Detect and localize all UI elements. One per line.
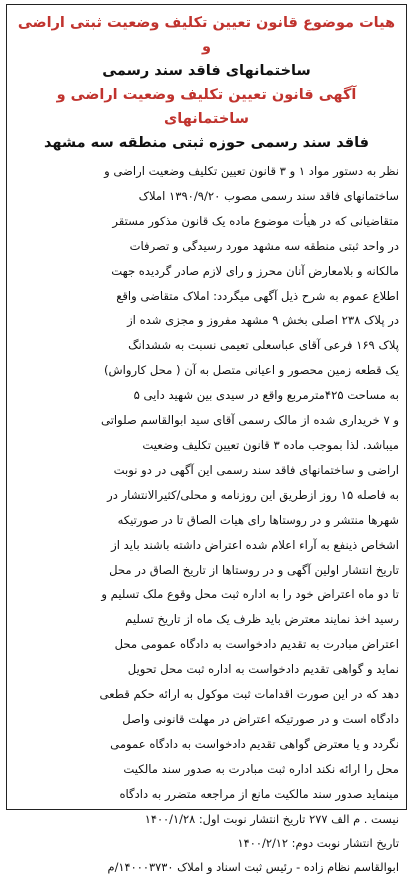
body-line: رسید اخذ نمایند معترض باید ظرف یک ماه از تاریخ تسلیم	[125, 612, 399, 627]
body-line: مالکانه و بلامعارض آنان محرز و رای لازم صادر گردیده جهت	[111, 263, 399, 278]
body-line: اطلاع عموم به شرح ذیل آگهی میگردد: املاک متقاضی واقع	[116, 288, 399, 303]
body-line: متقاضیانی که در هیأت موضوع ماده یک قانون مذکور مستقر	[112, 213, 399, 228]
body-line: نماید و گواهی تقدیم دادخواست به اداره ثبت محل تحویل	[127, 662, 399, 677]
body-line: تا دو ماه اعتراض خود را به اداره ثبت محل وقوع ملک تسلیم و	[101, 587, 399, 602]
heading-line-1: هیات موضوع قانون تعیین تکلیف وضعیت ثبتی اراضی و	[17, 15, 396, 55]
heading-line-2: ساختمانهای فاقد سند رسمی	[102, 63, 311, 79]
body-line: نگردد و یا معترض گواهی تقدیم دادخواست به دادگاه عمومی	[110, 736, 399, 751]
body-line: ساختمانهای فاقد سند رسمی مصوب ۱۳۹۰/۹/۲۰ املاک	[138, 188, 399, 203]
body-line: پلاک ۱۶۹ فرعی آقای عباسعلی تعیمی نسبت به ششدانگ	[128, 338, 399, 353]
body-line: میباشد. لذا بموجب ماده ۳ قانون تعیین تکلیف وضعیت	[142, 437, 399, 452]
body-line: شهرها منتشر و در روستاها رای هیات الصاق تا در صورتیکه	[117, 512, 399, 527]
body-line: دادگاه است و در صورتیکه اعتراض در مهلت قانونی واصل	[122, 711, 399, 726]
body-line: اشخاص ذینفع به آراء اعلام شده اعتراض داشته باشند باید از	[111, 537, 399, 552]
body-line: به مساحت ۴۲۵مترمربع واقع در سیدی بین شهید دایی ۵	[133, 388, 399, 403]
publication-dates: نیست . م الف ۲۷۷ تاریخ انتشار نوبت اول: ۱۴۰۰/۱/۲۸	[144, 811, 399, 826]
body-line: و ۷ خریداری شده از مالک رسمی آقای سید ابوالقاسم صلواتی	[101, 413, 399, 428]
body-line: دهد که در این صورت اقدامات ثبت موکول به ارائه حکم قطعی	[99, 687, 399, 702]
body-line: اعتراض مبادرت به تقدیم دادخواست به دادگاه عمومی محل	[114, 637, 399, 652]
body-line: یک قطعه زمین محصور و اعیانی متصل به آن ( محل کارواش)	[104, 363, 399, 378]
body-line: در واحد ثبتی منطقه سه مشهد مورد رسیدگی و تصرفات	[129, 238, 399, 253]
notice-footer	[14, 807, 399, 879]
notice-body	[14, 159, 399, 807]
body-line: تاریخ انتشار اولین آگهی و در روستاها از تاریخ الصاق در محل	[109, 562, 399, 577]
heading-line-3: آگهی قانون تعیین تکلیف وضعیت اراضی و ساختمانهای	[56, 87, 357, 127]
signature-line: ابوالقاسم نظام زاده - رئیس ثبت اسناد و املاک ۱۴۰۰۰۳۷۳۰/م	[107, 859, 399, 874]
body-line: اراضی و ساختمانهای فاقد سند رسمی این آگهی در دو نوبت	[113, 462, 399, 477]
body-line: نظر به دستور مواد ۱ و ۳ قانون تعیین تکلیف وضعیت اراضی و	[104, 164, 399, 178]
body-line: مینماید صدور سند مالکیت مانع از مراجعه متضرر به دادگاه	[119, 786, 399, 801]
body-line: محل را ارائه نکند اداره ثبت مبادرت به صدور سند مالکیت	[123, 761, 399, 776]
legal-notice	[6, 4, 407, 874]
heading-line-4: فاقد سند رسمی حوزه ثبتی منطقه سه مشهد	[43, 135, 370, 151]
body-line: در پلاک ۲۳۸ اصلی بخش ۹ مشهد مفروز و مجزی شده از	[127, 313, 399, 328]
second-publication-date: تاریخ انتشار نوبت دوم: ۱۴۰۰/۲/۱۲	[237, 835, 399, 850]
body-line: به فاصله ۱۵ روز ازطریق این روزنامه و محلی/کثیرالانتشار در	[107, 487, 399, 502]
